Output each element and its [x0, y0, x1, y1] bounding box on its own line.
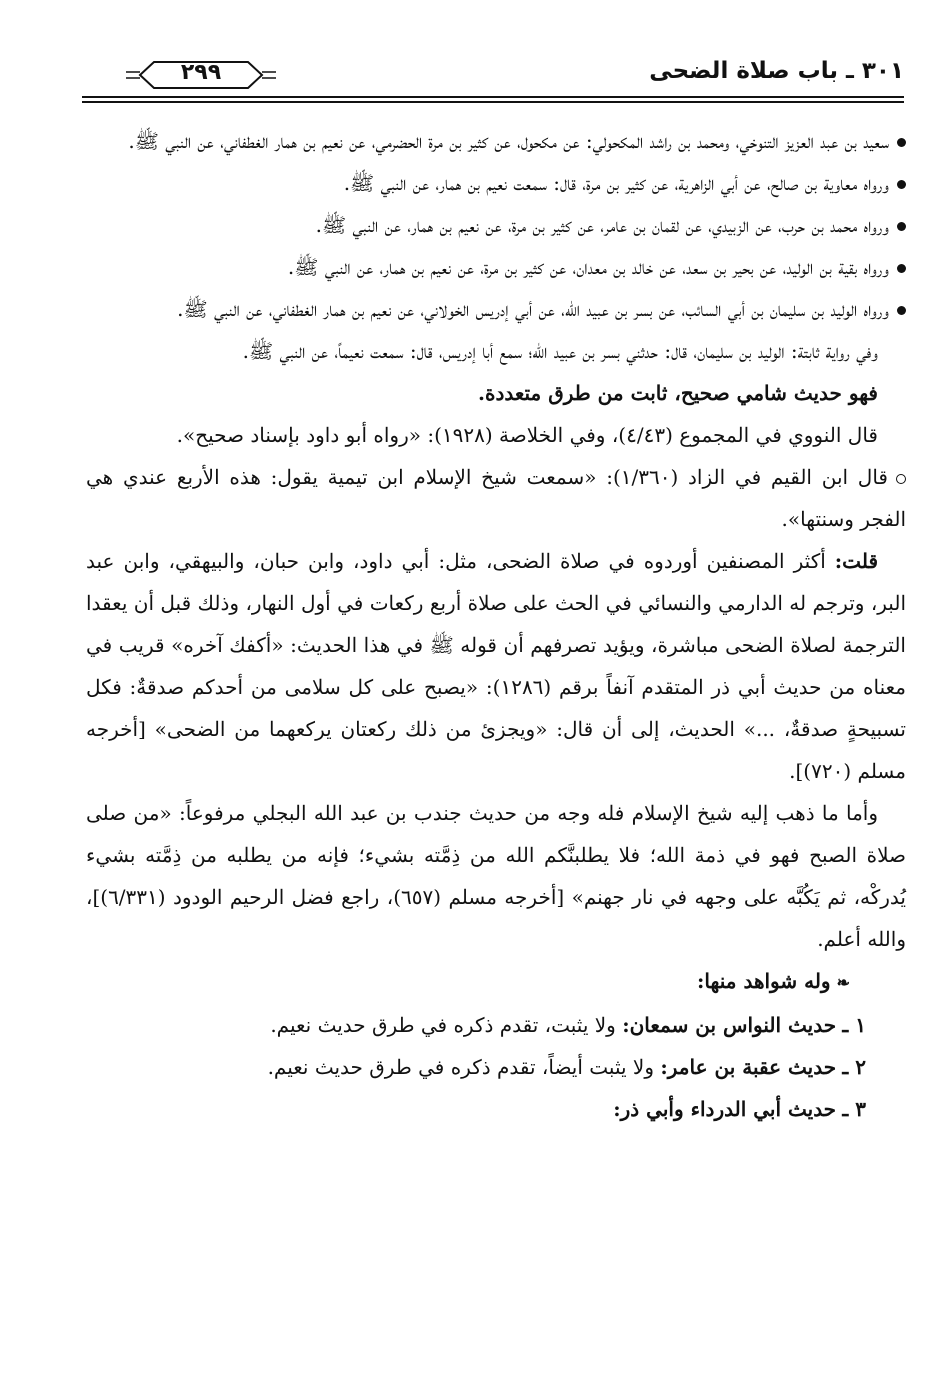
bullet-icon [897, 264, 906, 273]
paragraph-7: فهو حديث شامي صحيح، ثابت من طرق متعددة. [478, 381, 878, 405]
page-number-badge [126, 56, 276, 94]
list-item: ٢ ـ حديث عقبة بن عامر: ولا يثبت أيضاً، تقدم ذكره في طرق حديث نعيم. [267, 1055, 866, 1079]
paragraph-12: ❧وله شواهد منها: [86, 960, 906, 1004]
chapter-title: ٣٠١ ـ باب صلاة الضحى [649, 58, 904, 84]
list-item: ٣ ـ حديث أبي الدرداء وأبي ذر: [613, 1097, 866, 1121]
paragraph-9: قال ابن القيم في الزاد (١/٣٦٠): «سمعت شيخ الإسلام ابن تيمية يقول: هذه الأربع عندي هي الفجر وسنتها». [86, 465, 906, 531]
list-item: ١ ـ حديث النواس بن سمعان: ولا يثبت، تقدم ذكره في طرق حديث نعيم. [270, 1013, 866, 1037]
paragraph-4: ورواه بقية بن الوليد، عن بحير بن سعد، عن خالد بن معدان، عن كثير بن مرة، عن نعيم بن همار، عن النبي ﷺ. [86, 246, 906, 288]
paragraph-1: سعيد بن عبد العزيز التنوخي، ومحمد بن راشد المكحولي: عن مكحول، عن كثير بن مرة الحضرمي، عن نعيم بن همار الغطفاني، عن النبي ﷺ. [86, 120, 906, 162]
bullet-icon [897, 138, 906, 147]
main-text [86, 120, 906, 1130]
paragraph-11: وأما ما ذهب إليه شيخ الإسلام فله وجه من حديث جندب بن عبد الله البجلي مرفوعاً: «من صلى صلاة الصبح فهو في ذمة الله؛ فلا يطلبنَّكم الله من ذِمَّته بشيء؛ فإنه من يطلبه من ذِمَّته بشيء يُدركْه، ثم يَكُبَّه على وجهه في نار جهنم» [أخرجه مسلم (٦٥٧)، راجع فضل الرحيم الودود (٦/٣٣١)]، والله أعلم. [86, 801, 906, 951]
paragraph-8: قال النووي في المجموع (٤/٤٣)، وفي الخلاصة (١٩٢٨): «رواه أبو داود بإسناد صحيح». [176, 423, 878, 447]
paragraph-5: ورواه الوليد بن سليمان بن أبي السائب، عن بسر بن عبيد الله، عن أبي إدريس الخولاني، عن نعيم بن همار الغطفاني، عن النبي ﷺ. [86, 288, 906, 330]
page-header [82, 56, 904, 104]
bullet-icon [897, 222, 906, 231]
paragraph-10: قلت: أكثر المصنفين أوردوه في صلاة الضحى، مثل: أبي داود، وابن حبان، والبيهقي، وابن عبد البر، وترجم له الدارمي والنسائي في الحث على صلاة أربع ركعات في أول النهار، وذلك قبل أن يعقدا الترجمة لصلاة الضحى مباشرة، ويؤيد تصرفهم أن قوله ﷺ في هذا الحديث: «أكفك آخره» قريب في معناه من حديث أبي ذر المتقدم آنفاً برقم (١٢٨٦): «يصبح على كل سلامى من أحدكم صدقةٌ: فكل تسبيحةٍ صدقةٌ، ...» الحديث، إلى أن قال: «ويجزئ من ذلك ركعتان يركعهما من الضحى» [أخرجه مسلم (٧٢٠)]. [86, 549, 907, 783]
bullet-icon [897, 180, 906, 189]
bullet-icon [897, 306, 906, 315]
header-divider [82, 96, 904, 103]
circle-icon [896, 474, 906, 484]
page-number: ٢٩٩ [180, 60, 222, 85]
paragraph-6: وفي رواية ثابتة: الوليد بن سليمان، قال: حدثني بسر بن عبيد الله؛ سمع أبا إدريس، قال: سمعت نعيماً، عن النبي ﷺ. [242, 339, 878, 363]
paragraph-2: ورواه معاوية بن صالح، عن أبي الزاهرية، عن كثير بن مرة، قال: سمعت نعيم بن همار، عن النبي ﷺ. [86, 162, 906, 204]
leaf-marker-icon: ❧ [836, 973, 850, 992]
paragraph-3: ورواه محمد بن حرب، عن الزبيدي، عن لقمان بن عامر، عن كثير بن مرة، عن نعيم بن همار، عن النبي ﷺ. [86, 204, 906, 246]
